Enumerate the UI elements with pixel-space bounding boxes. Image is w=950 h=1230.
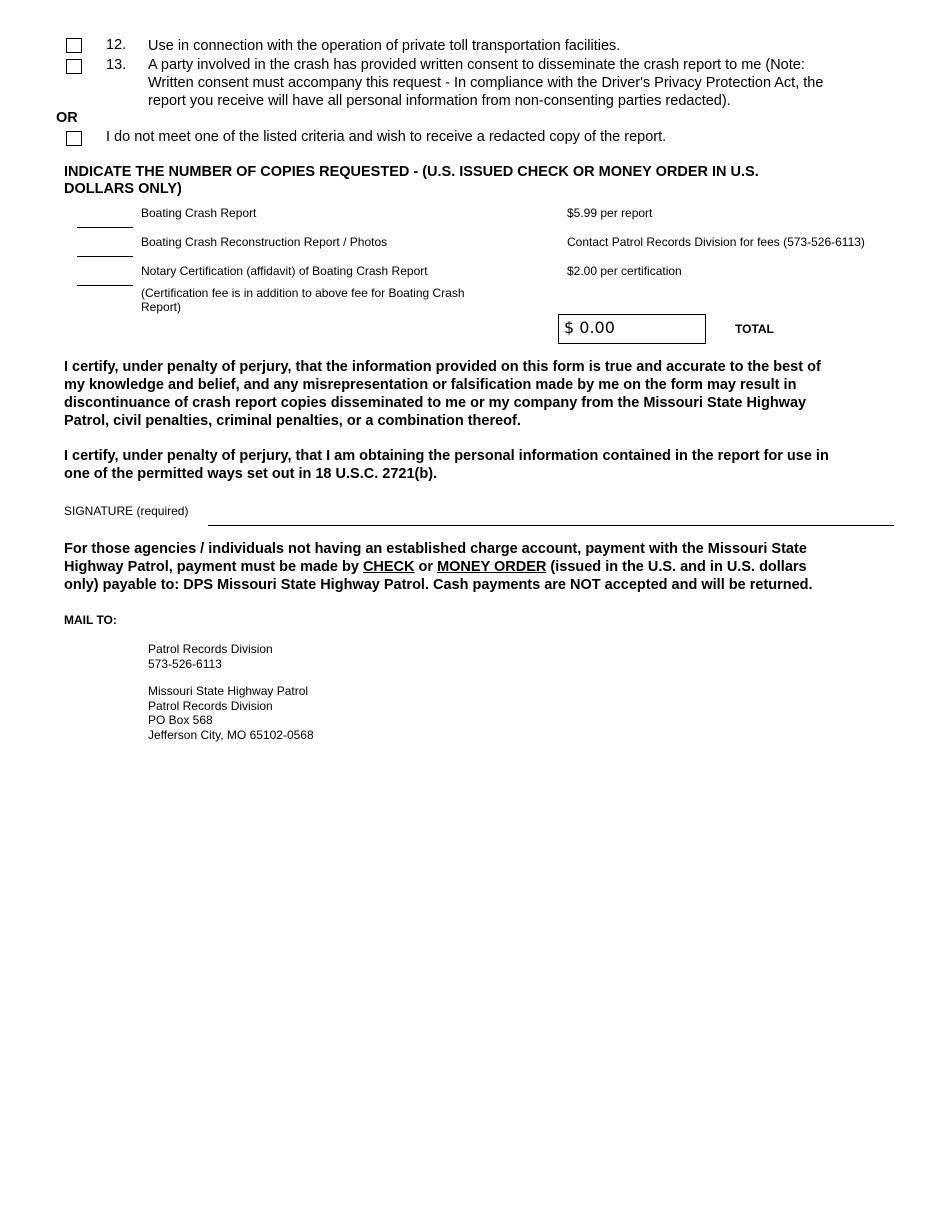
money-order-keyword: MONEY ORDER bbox=[437, 559, 547, 575]
certify-paragraph-2 bbox=[64, 447, 894, 483]
certify-2-line: I certify, under penalty of perjury, that I am obtaining the personal information contained in the report for use in bbox=[64, 448, 829, 464]
address-block-2 bbox=[148, 684, 314, 742]
certify-paragraph-1 bbox=[64, 358, 894, 430]
item-13-text-line-1: A party involved in the crash has provided written consent to disseminate the crash report to me (Note: bbox=[148, 57, 805, 73]
copies-input-reconstruction-report[interactable] bbox=[77, 256, 133, 257]
certify-2-line: one of the permitted ways set out in 18 U.S.C. 2721(b). bbox=[64, 466, 438, 482]
fee-row-fee: Contact Patrol Records Division for fees (573-526-6113) bbox=[567, 235, 865, 249]
address-line: Missouri State Highway Patrol bbox=[148, 684, 309, 698]
cert-note-line-2: Report) bbox=[141, 300, 182, 314]
or-keyword: or bbox=[414, 559, 438, 575]
total-field[interactable]: $ 0.00 bbox=[558, 314, 706, 344]
payment-line-2-end: (issued in the U.S. and in U.S. dollars bbox=[546, 559, 807, 575]
fee-row-label: Notary Certification (affidavit) of Boating Crash Report bbox=[141, 264, 428, 278]
redacted-option-checkbox[interactable] bbox=[66, 131, 82, 146]
item-12-text: Use in connection with the operation of private toll transportation facilities. bbox=[148, 38, 621, 54]
item-12-number: 12. bbox=[106, 37, 127, 53]
address-block-1 bbox=[148, 642, 273, 671]
item-13-text-line-2: Written consent must accompany this request - In compliance with the Driver's Privacy Protection Act, the bbox=[148, 75, 824, 91]
address-line: 573-526-6113 bbox=[148, 656, 222, 671]
item-13-number: 13. bbox=[106, 57, 127, 73]
payment-line-3: only) payable to: DPS Missouri State Highway Patrol. Cash payments are NOT accepted and will be returned. bbox=[64, 577, 813, 593]
redacted-option-text: I do not meet one of the listed criteria and wish to receive a redacted copy of the report. bbox=[106, 129, 667, 145]
fee-row-fee: $5.99 per report bbox=[567, 206, 653, 220]
fee-row-label: Boating Crash Report bbox=[141, 206, 257, 220]
copies-input-notary-certification[interactable] bbox=[77, 285, 133, 286]
address-line: Patrol Records Division bbox=[148, 642, 273, 656]
payment-line-2 bbox=[64, 558, 894, 576]
signature-line[interactable] bbox=[208, 525, 894, 526]
certify-1-line: discontinuance of crash report copies disseminated to me or my company from the Missouri State Highway bbox=[64, 395, 807, 411]
certify-1-line: I certify, under penalty of perjury, that the information provided on this form is true and accurate to the best of bbox=[64, 359, 821, 375]
certify-1-line: my knowledge and belief, and any misrepresentation or falsification made by me on the form may result in bbox=[64, 377, 797, 393]
payment-line-2-start: Highway Patrol, payment must be made by bbox=[64, 559, 363, 575]
certify-1-line: Patrol, civil penalties, criminal penalties, or a combination thereof. bbox=[64, 413, 521, 429]
total-label: TOTAL bbox=[735, 322, 774, 336]
fee-row-fee: $2.00 per certification bbox=[567, 264, 682, 278]
copies-heading-line-2: DOLLARS ONLY) bbox=[64, 181, 182, 197]
item-13-text-line-3: report you receive will have all personal information from non-consenting parties redacted). bbox=[148, 93, 731, 109]
payment-line-1: For those agencies / individuals not having an established charge account, payment with the Missouri State bbox=[64, 541, 807, 557]
address-line: PO Box 568 bbox=[148, 713, 213, 727]
copies-heading-line-1: INDICATE THE NUMBER OF COPIES REQUESTED - (U.S. ISSUED CHECK OR MONEY ORDER IN U.S. bbox=[64, 164, 759, 180]
check-keyword: CHECK bbox=[362, 559, 415, 575]
payment-paragraph bbox=[64, 540, 894, 594]
copies-input-boating-crash-report[interactable] bbox=[77, 227, 133, 228]
signature-label: SIGNATURE (required) bbox=[64, 504, 189, 518]
or-label: OR bbox=[56, 110, 78, 126]
cert-note-line-1: (Certification fee is in addition to above fee for Boating Crash bbox=[141, 286, 465, 300]
fee-row-label: Boating Crash Reconstruction Report / Photos bbox=[141, 235, 388, 249]
address-line: Patrol Records Division bbox=[148, 698, 273, 713]
item-13-checkbox[interactable] bbox=[66, 59, 82, 74]
mail-to-label: MAIL TO: bbox=[64, 613, 117, 627]
address-line: Jefferson City, MO 65102-0568 bbox=[148, 727, 314, 742]
item-12-checkbox[interactable] bbox=[66, 38, 82, 53]
